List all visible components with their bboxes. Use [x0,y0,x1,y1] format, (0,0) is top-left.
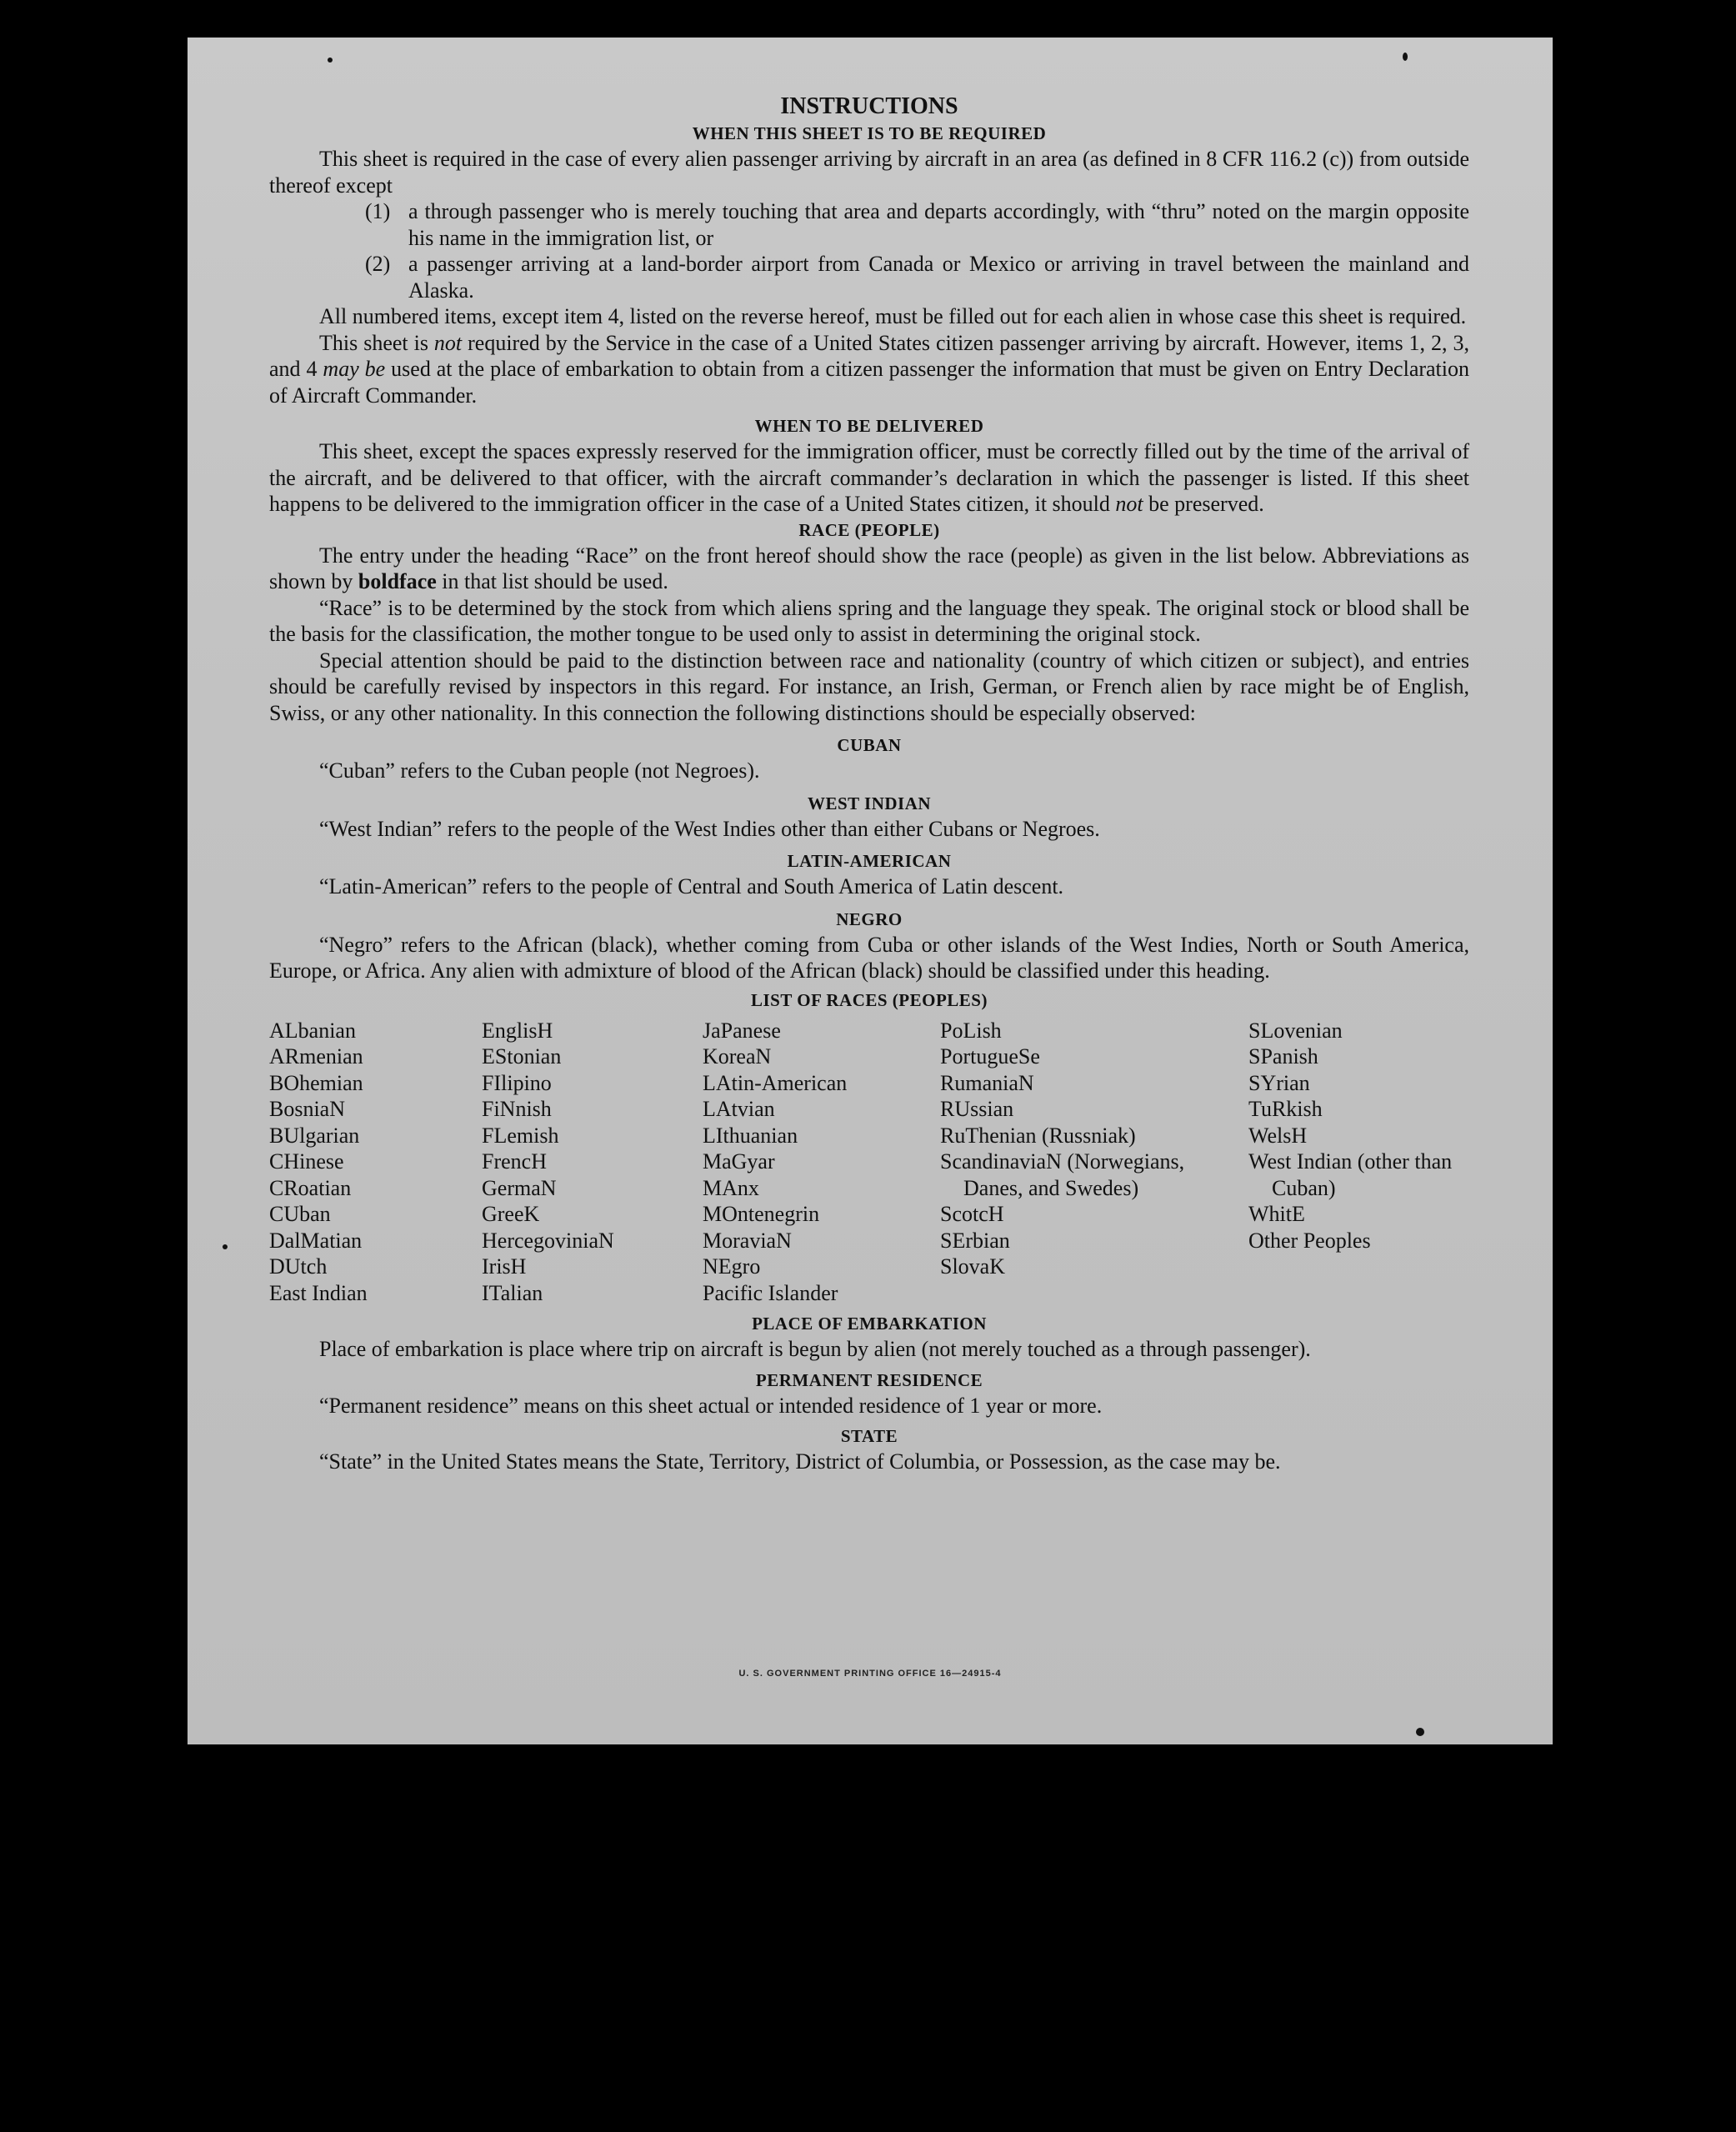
paragraph: This sheet is required in the case of every alien passenger arriving by aircraft in an area (as defined in 8 CFR 116.2 (c)) from outside thereof except [269,147,1469,198]
paragraph: This sheet, except the spaces expressly reserved for the immigration officer, must be correctly filled out by the time of the arrival of the aircraft, and be delivered to that officer, with the aircraft commander’s declaration in which the passenger is listed. If this sheet happens to be delivered to the immigration officer in the case of a United States citizen, it should not be preserved. [269,439,1469,516]
race-entry: GermaN [482,1175,557,1200]
section-heading-negro: NEGRO [836,908,903,929]
paragraph: “Latin-American” refers to the people of Central and South America of Latin descent. [319,874,1064,898]
section-heading-list-of-races: LIST OF RACES (PEOPLES) [751,989,988,1010]
race-entry: WelsH [1248,1123,1308,1148]
race-entry: SLovenian [1248,1018,1343,1043]
page-title: INSTRUCTIONS [780,93,958,119]
race-column-3 [703,1018,940,1307]
race-entry: LAtin-American [703,1070,848,1095]
race-entry: KoreaN [703,1044,772,1069]
race-entry: JaPanese [703,1018,781,1043]
race-entry: BOhemian [269,1070,363,1095]
section-heading-required: WHEN THIS SHEET IS TO BE REQUIRED [692,123,1047,143]
section-heading-west-indian: WEST INDIAN [807,793,932,813]
race-entry: NEgro [703,1254,761,1279]
section-heading-residence: PERMANENT RESIDENCE [755,1369,983,1390]
race-entry: ScotcH [940,1202,1004,1226]
race-column-1 [269,1018,482,1307]
race-entry: East Indian [269,1280,368,1305]
race-entry: ARmenian [269,1044,363,1069]
paragraph: “State” in the United States means the State, Territory, District of Columbia, or Possession, as the case may be. [319,1449,1281,1474]
ink-speck [1416,1728,1424,1736]
section-heading-embarkation: PLACE OF EMBARKATION [752,1314,987,1334]
paragraph: The entry under the heading “Race” on the front hereof should show the race (people) as given in the list below. Abbreviations as shown by boldface in that list should be used. [269,543,1469,593]
race-entry: RuThenian (Russniak) [940,1123,1136,1148]
race-entry: FrencH [482,1149,547,1174]
race-entry: WhitE [1248,1202,1305,1226]
paragraph: “Permanent residence” means on this sheet actual or intended residence of 1 year or more. [319,1393,1103,1418]
race-entry: BosniaN [269,1097,345,1121]
race-entry: HercegoviniaN [482,1228,614,1253]
document-sheet [188,38,1553,1744]
race-entry: CRoatian [269,1175,352,1200]
race-entry: PoLish [940,1018,1002,1043]
paragraph: “Race” is to be determined by the stock from which aliens spring and the language they speak. The original stock or blood shall be the basis for the classification, the mother tongue to be used only to assist in determining the original stock. [269,595,1469,646]
race-entry: Other Peoples [1248,1228,1371,1253]
paragraph: “Negro” refers to the African (black), whether coming from Cuba or other islands of the West Indies, North or South America, Europe, or Africa. Any alien with admixture of blood of the African (black) should be classified under this heading. [269,932,1469,983]
race-entry: RumaniaN [940,1070,1034,1095]
race-entry: FIlipino [482,1070,552,1095]
section-heading-latin-american: LATIN-AMERICAN [787,851,952,871]
race-column-4 [940,1018,1248,1307]
paragraph: “West Indian” refers to the people of the West Indies other than either Cubans or Negroes. [319,816,1100,841]
race-entry: DalMatian [269,1228,363,1253]
race-entry: EStonian [482,1044,562,1069]
race-entry: LIthuanian [703,1123,798,1148]
section-heading-state: STATE [840,1426,898,1446]
ink-speck [328,58,333,63]
race-entry: PortugueSe [940,1044,1040,1069]
paragraph: Place of embarkation is place where trip on aircraft is begun by alien (not merely touched as a through passenger). [319,1337,1311,1361]
race-entry: GreeK [482,1202,540,1226]
numbered-item: (2) a passenger arriving at a land-border airport from Canada or Mexico or arriving in travel between the mainland and Alaska. [365,252,1469,303]
race-entry: ITalian [482,1280,543,1305]
race-entry: FLemish [482,1123,559,1148]
race-entry: MoraviaN [703,1228,792,1253]
paragraph: This sheet is not required by the Service in the case of a United States citizen passenger arriving by aircraft. However, items 1, 2, 3, and 4 may be used at the place of embarkation to obtain from a citizen passenger the information that must be given on Entry Declaration of Aircraft Commander. [269,330,1469,408]
race-entry: TuRkish [1248,1097,1323,1121]
race-entry: FiNnish [482,1097,552,1121]
race-entry: CHinese [269,1149,344,1174]
race-entry: CUban [269,1202,331,1226]
race-entry: DUtch [269,1254,328,1279]
paragraph: “Cuban” refers to the Cuban people (not Negroes). [319,758,760,783]
race-entry: MAnx [703,1175,759,1200]
printing-office-footer: U. S. GOVERNMENT PRINTING OFFICE 16—24915-4 [738,1669,1002,1679]
race-entry: MaGyar [703,1149,775,1174]
section-heading-cuban: CUBAN [837,735,902,755]
race-entry: ALbanian [269,1018,356,1043]
section-heading-race: RACE (PEOPLE) [798,519,940,540]
race-entry: BUlgarian [269,1123,360,1148]
numbered-item: (1) a through passenger who is merely touching that area and departs accordingly, with “thru” noted on the margin opposite his name in the immigration list, or [365,199,1469,250]
race-entry: RUssian [940,1097,1014,1121]
race-entry: West Indian (other than Cuban) [1248,1149,1453,1200]
section-heading-delivered: WHEN TO BE DELIVERED [754,416,984,436]
race-column-2 [482,1018,703,1307]
race-entry: EnglisH [482,1018,553,1043]
race-entry: Pacific Islander [703,1280,838,1305]
instructions-content [269,93,1469,1475]
race-entry: MOntenegrin [703,1202,820,1226]
race-entry: SPanish [1248,1044,1318,1069]
ink-speck [1403,53,1408,61]
race-entry: SlovaK [940,1254,1005,1279]
race-list [269,1018,1469,1307]
ink-speck [223,1244,228,1249]
race-entry: LAtvian [703,1097,775,1121]
paragraph: All numbered items, except item 4, listed on the reverse hereof, must be filled out for each alien in whose case this sheet is required. [319,304,1467,328]
paragraph: Special attention should be paid to the distinction between race and nationality (country of which citizen or subject), and entries should be carefully revised by inspectors in this regard. For instance, an Irish, German, or French alien by race might be of English, Swiss, or any other nationality. In this connection the following distinctions should be especially observed: [269,648,1469,725]
race-entry: IrisH [482,1254,527,1279]
race-entry: ScandinaviaN (Norwegians, Danes, and Swedes) [940,1149,1185,1200]
race-column-5 [1248,1018,1469,1307]
race-entry: SErbian [940,1228,1010,1253]
race-entry: SYrian [1248,1070,1310,1095]
